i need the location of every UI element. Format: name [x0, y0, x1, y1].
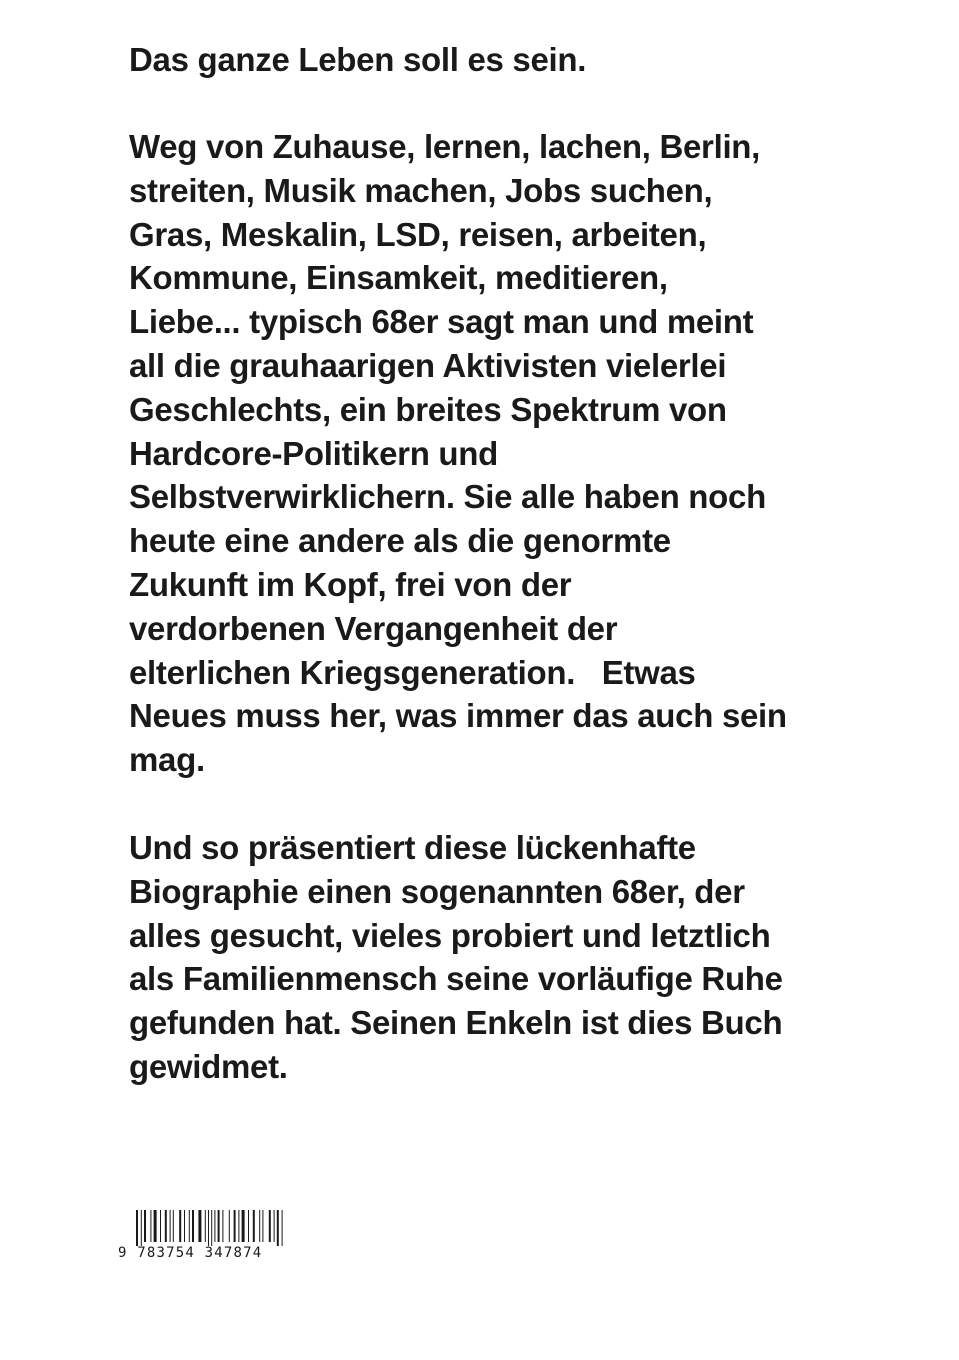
text-line: Liebe... typisch 68er sagt man und meint: [129, 303, 754, 341]
barcode-bar: [192, 1210, 194, 1242]
barcode-bar: [253, 1210, 255, 1242]
barcode-bar: [165, 1210, 167, 1242]
barcode-bar: [179, 1210, 181, 1242]
barcode-bar: [173, 1210, 174, 1242]
text-line: mag.: [129, 741, 205, 779]
paragraph-intro: [129, 38, 819, 82]
text-line: Selbstverwirklichern. Sie alle haben noch: [129, 478, 766, 516]
barcode-bar: [150, 1210, 151, 1242]
text-line: Biographie einen sogenannten 68er, der: [129, 872, 745, 910]
text-line: Kommune, Einsamkeit, meditieren,: [129, 259, 668, 297]
text-line: Zukunft im Kopf, frei von der: [129, 565, 572, 603]
text-line: Neues muss her, was immer das auch sein: [129, 697, 787, 735]
barcode-bar: [214, 1210, 215, 1242]
barcode-bar: [248, 1210, 249, 1242]
barcode-bar: [229, 1210, 230, 1242]
text-line: als Familienmensch seine vorläufige Ruhe: [129, 960, 783, 998]
text-line: streiten, Musik machen, Jobs suchen,: [129, 171, 713, 209]
text-line: Das ganze Leben soll es sein.: [129, 41, 587, 78]
barcode-bar: [259, 1210, 260, 1242]
barcode-bar: [208, 1210, 209, 1246]
barcode-bar: [262, 1210, 263, 1242]
text-line: gefunden hat. Seinen Enkeln ist dies Buch: [129, 1004, 783, 1042]
text-line: Gras, Meskalin, LSD, reisen, arbeiten,: [129, 215, 707, 253]
paragraph-dedication: [129, 826, 819, 1089]
isbn-number: 9 783754 347874: [118, 1245, 263, 1261]
text-line: Hardcore-Politikern und: [129, 434, 498, 472]
paragraph-description: [129, 125, 819, 782]
barcode-bar: [234, 1210, 236, 1242]
text-line: alles gesucht, vieles probiert und letztlich: [129, 916, 771, 954]
text-line: verdorbenen Vergangenheit der: [129, 609, 618, 647]
barcode-bar: [274, 1210, 275, 1242]
barcode-bar: [218, 1210, 220, 1242]
barcode-bar: [277, 1210, 279, 1246]
barcode-bar: [189, 1210, 190, 1242]
text-line: elterlichen Kriegsgeneration. Etwas: [129, 653, 696, 691]
barcode-bar: [160, 1210, 161, 1242]
text-line: Geschlechts, ein breites Spektrum von: [129, 390, 727, 428]
text-line: Weg von Zuhause, lernen, lachen, Berlin,: [129, 128, 761, 165]
barcode-bar: [154, 1210, 157, 1242]
text-line: gewidmet.: [129, 1047, 288, 1085]
barcode-bar: [282, 1210, 283, 1246]
barcode-bar: [211, 1210, 212, 1246]
text-line: all die grauhaarigen Aktivisten vielerlei: [129, 346, 727, 384]
barcode-bars: [118, 1210, 298, 1246]
barcode-bar: [170, 1210, 171, 1242]
barcode-bar: [242, 1210, 245, 1242]
barcode-bar: [198, 1210, 201, 1242]
barcode-bar: [184, 1210, 185, 1242]
barcode-bar: [144, 1210, 146, 1242]
barcode-bar: [238, 1210, 239, 1242]
barcode-bar: [141, 1210, 142, 1246]
text-line: Und so präsentiert diese lückenhafte: [129, 829, 696, 866]
barcode-bar: [205, 1210, 206, 1242]
text-line: heute eine andere als die genormte: [129, 522, 671, 560]
barcode-bar: [269, 1210, 271, 1242]
barcode-bar: [222, 1210, 223, 1242]
barcode-bar: [136, 1210, 138, 1246]
